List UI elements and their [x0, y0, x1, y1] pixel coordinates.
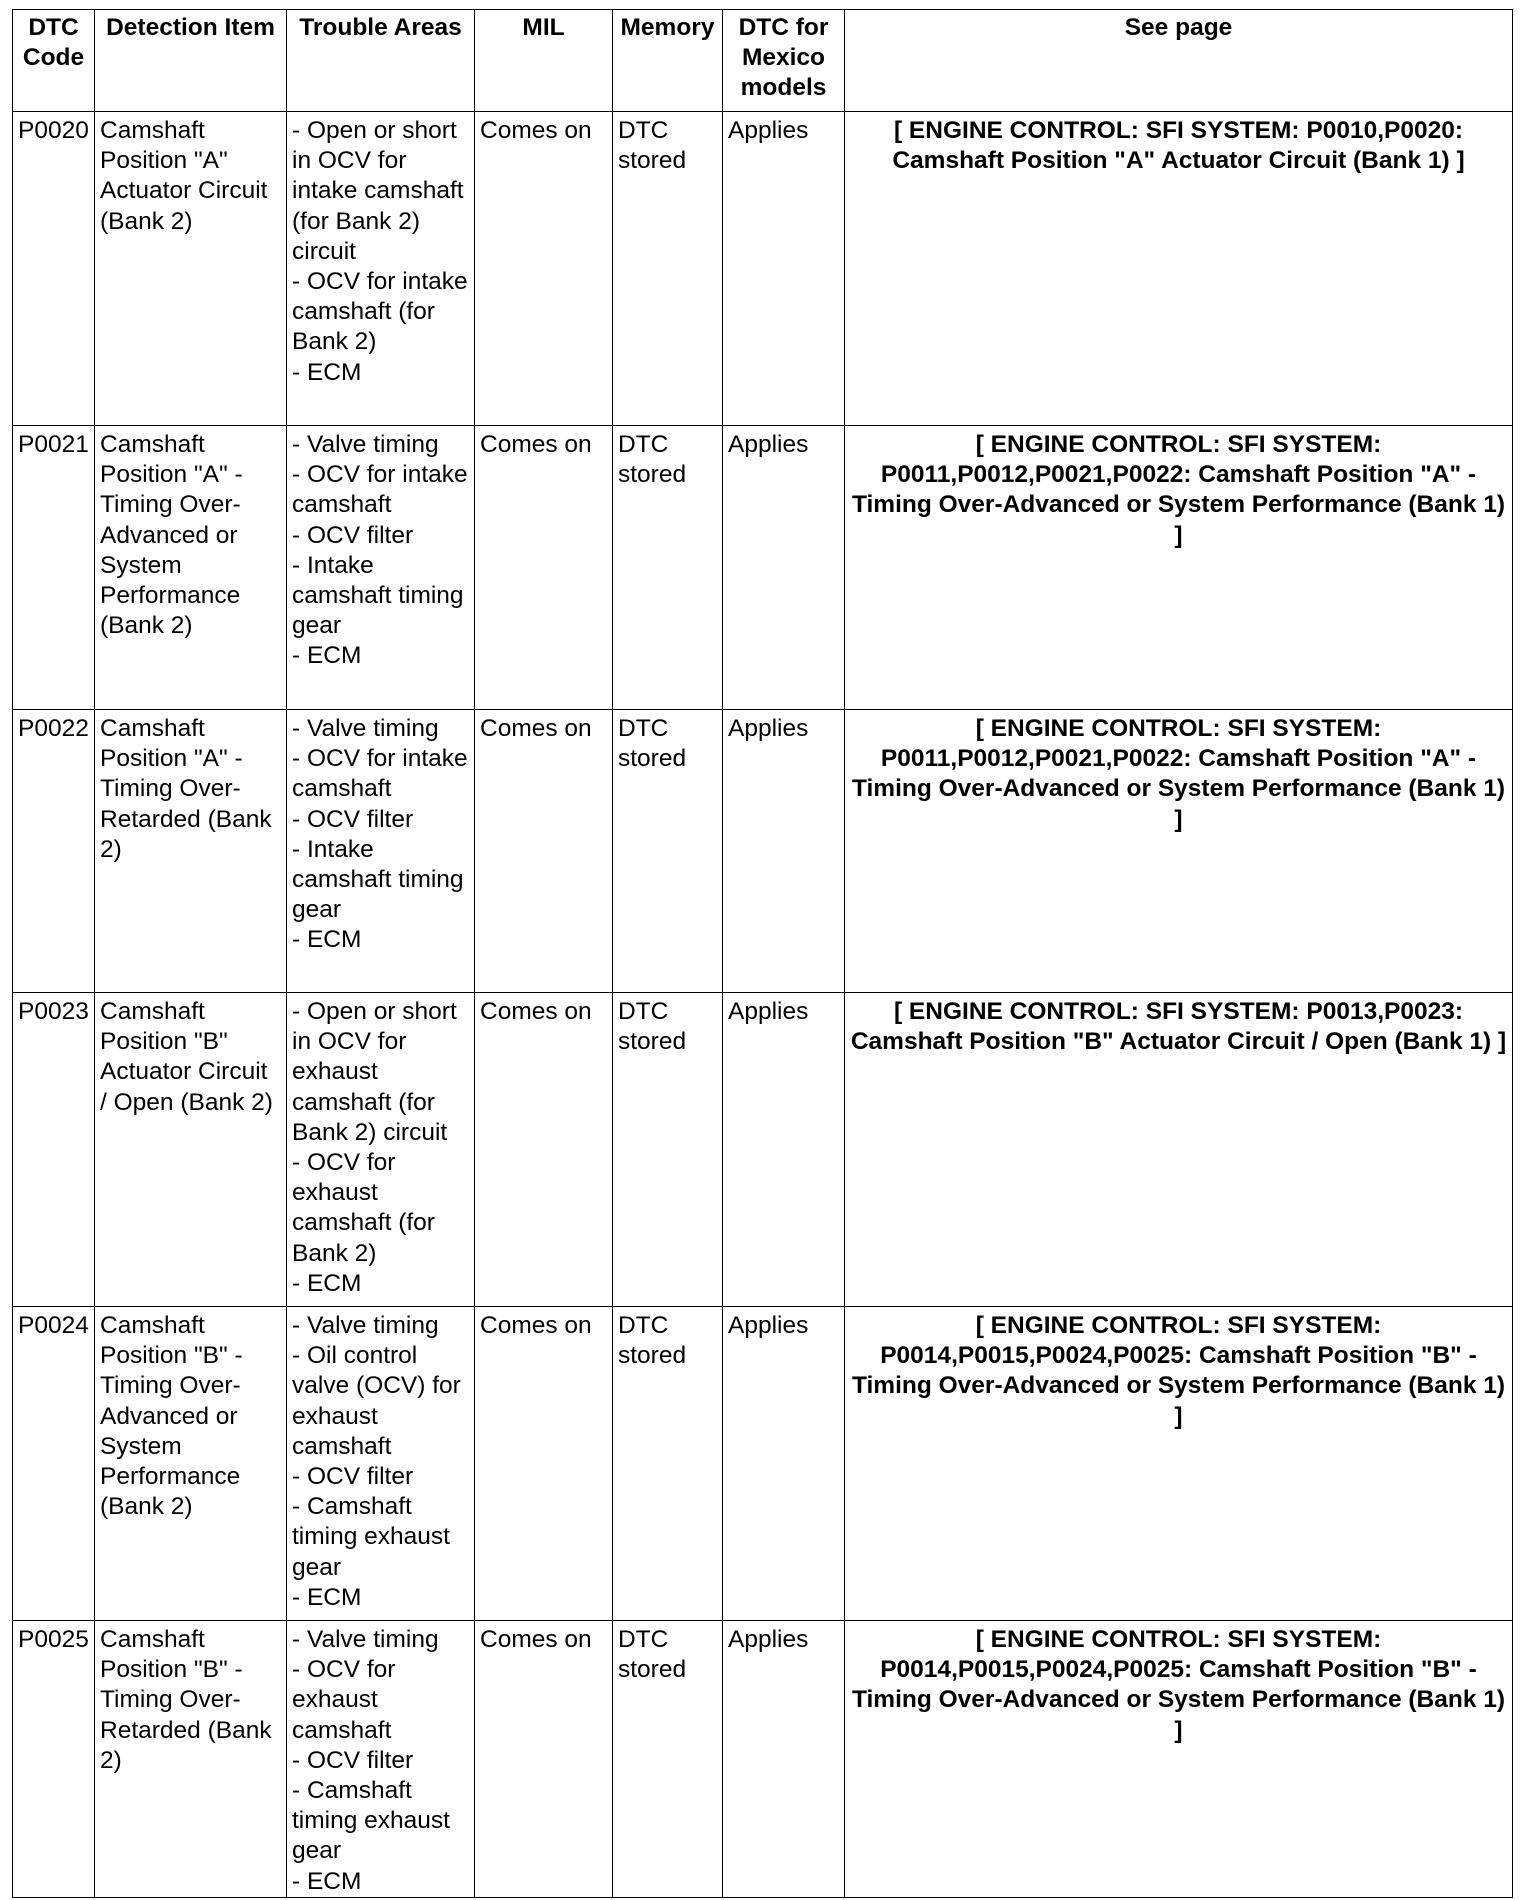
dtc-code-cell: P0020	[13, 112, 95, 426]
mil-cell: Comes on	[475, 710, 613, 993]
detection-item-cell: Camshaft Position "A" - Timing Over-Retarded (Bank 2)	[95, 710, 287, 993]
header-row	[13, 10, 1513, 112]
dtc-mexico-cell: Applies	[723, 1621, 845, 1898]
memory-cell: DTC stored	[613, 993, 723, 1307]
trouble-area-item: - Valve timing	[292, 715, 439, 742]
dtc-mexico-cell: Applies	[723, 1307, 845, 1621]
header-dtc-code: DTC Code	[13, 10, 95, 112]
trouble-areas-cell	[287, 993, 475, 1307]
table-row	[13, 710, 1513, 993]
trouble-areas-cell	[287, 710, 475, 993]
dtc-table	[12, 9, 1513, 1898]
trouble-area-item: - Camshaft timing exhaust gear	[292, 1493, 450, 1581]
trouble-area-item: - OCV for intake camshaft	[292, 461, 468, 519]
detection-item-cell: Camshaft Position "B" - Timing Over-Retarded (Bank 2)	[95, 1621, 287, 1898]
memory-cell: DTC stored	[613, 426, 723, 710]
trouble-area-item: - OCV filter	[292, 1463, 414, 1491]
trouble-area-item: - ECM	[292, 1583, 362, 1611]
dtc-code-cell: P0024	[13, 1307, 95, 1621]
trouble-area-item: - Open or short in OCV for exhaust camshaft (for Bank 2) circuit	[292, 998, 457, 1146]
dtc-mexico-cell: Applies	[723, 993, 845, 1307]
trouble-area-item: - ECM	[292, 1269, 362, 1297]
mil-cell: Comes on	[475, 426, 613, 710]
header-see-page: See page	[845, 10, 1513, 112]
header-trouble-areas: Trouble Areas	[287, 10, 475, 112]
see-page-cell: [ ENGINE CONTROL: SFI SYSTEM: P0010,P0020: Camshaft Position "A" Actuator Circuit (Bank 1) ]	[845, 112, 1513, 426]
see-page-cell: [ ENGINE CONTROL: SFI SYSTEM: P0011,P0012,P0021,P0022: Camshaft Position "A" - Timing Over-Advanced or System Performance (Bank 1) ]	[845, 426, 1513, 710]
header-dtc-mexico: DTC for Mexico models	[723, 10, 845, 112]
trouble-area-item: - OCV for intake camshaft	[292, 745, 468, 803]
mil-cell: Comes on	[475, 1621, 613, 1898]
table-body	[13, 112, 1513, 1898]
trouble-areas-cell	[287, 1621, 475, 1898]
header-mil: MIL	[475, 10, 613, 112]
trouble-areas-cell	[287, 426, 475, 710]
memory-cell: DTC stored	[613, 1621, 723, 1898]
trouble-area-item: - OCV for exhaust camshaft (for Bank 2)	[292, 1149, 435, 1267]
trouble-area-item: - Intake camshaft timing gear	[292, 551, 464, 640]
trouble-area-item: - Oil control valve (OCV) for exhaust camshaft	[292, 1342, 461, 1460]
see-page-cell: [ ENGINE CONTROL: SFI SYSTEM: P0013,P0023: Camshaft Position "B" Actuator Circuit / Open (Bank 1) ]	[845, 993, 1513, 1307]
trouble-area-item: - Intake camshaft timing gear	[292, 835, 464, 924]
mil-cell: Comes on	[475, 993, 613, 1307]
trouble-areas-cell	[287, 1307, 475, 1621]
see-page-cell: [ ENGINE CONTROL: SFI SYSTEM: P0011,P0012,P0021,P0022: Camshaft Position "A" - Timing Over-Advanced or System Performance (Bank 1) ]	[845, 710, 1513, 993]
trouble-area-item: - Open or short in OCV for intake camshaft (for Bank 2) circuit	[292, 117, 464, 265]
trouble-area-item: - Valve timing	[292, 1312, 439, 1339]
trouble-area-item: - ECM	[292, 926, 362, 954]
header-memory: Memory	[613, 10, 723, 112]
memory-cell: DTC stored	[613, 112, 723, 426]
trouble-area-item: - Valve timing	[292, 1626, 439, 1653]
trouble-area-item: - OCV for intake camshaft (for Bank 2)	[292, 268, 468, 356]
dtc-code-cell: P0022	[13, 710, 95, 993]
trouble-area-item: - Camshaft timing exhaust gear	[292, 1777, 450, 1865]
dtc-code-cell: P0025	[13, 1621, 95, 1898]
dtc-mexico-cell: Applies	[723, 112, 845, 426]
dtc-mexico-cell: Applies	[723, 426, 845, 710]
memory-cell: DTC stored	[613, 1307, 723, 1621]
trouble-area-item: - OCV for exhaust camshaft	[292, 1656, 396, 1744]
mil-cell: Comes on	[475, 112, 613, 426]
mil-cell: Comes on	[475, 1307, 613, 1621]
detection-item-cell: Camshaft Position "A" Actuator Circuit (Bank 2)	[95, 112, 287, 426]
detection-item-cell: Camshaft Position "A" - Timing Over-Advanced or System Performance (Bank 2)	[95, 426, 287, 710]
detection-item-cell: Camshaft Position "B" - Timing Over-Advanced or System Performance (Bank 2)	[95, 1307, 287, 1621]
table-row	[13, 993, 1513, 1307]
detection-item-cell: Camshaft Position "B" Actuator Circuit / Open (Bank 2)	[95, 993, 287, 1307]
header-detection-item: Detection Item	[95, 10, 287, 112]
trouble-area-item: - ECM	[292, 358, 362, 386]
dtc-code-cell: P0021	[13, 426, 95, 710]
see-page-cell: [ ENGINE CONTROL: SFI SYSTEM: P0014,P0015,P0024,P0025: Camshaft Position "B" - Timing Over-Advanced or System Performance (Bank 1) ]	[845, 1307, 1513, 1621]
trouble-area-item: - ECM	[292, 642, 362, 670]
trouble-area-item: - ECM	[292, 1867, 362, 1895]
trouble-area-item: - Valve timing	[292, 431, 439, 458]
dtc-mexico-cell: Applies	[723, 710, 845, 993]
table-row	[13, 426, 1513, 710]
table-row	[13, 112, 1513, 426]
dtc-code-cell: P0023	[13, 993, 95, 1307]
see-page-cell: [ ENGINE CONTROL: SFI SYSTEM: P0014,P0015,P0024,P0025: Camshaft Position "B" - Timing Over-Advanced or System Performance (Bank 1) ]	[845, 1621, 1513, 1898]
table-row	[13, 1307, 1513, 1621]
trouble-areas-cell	[287, 112, 475, 426]
trouble-area-item: - OCV filter	[292, 521, 414, 549]
trouble-area-item: - OCV filter	[292, 805, 414, 833]
trouble-area-item: - OCV filter	[292, 1746, 414, 1774]
table-row	[13, 1621, 1513, 1898]
memory-cell: DTC stored	[613, 710, 723, 993]
